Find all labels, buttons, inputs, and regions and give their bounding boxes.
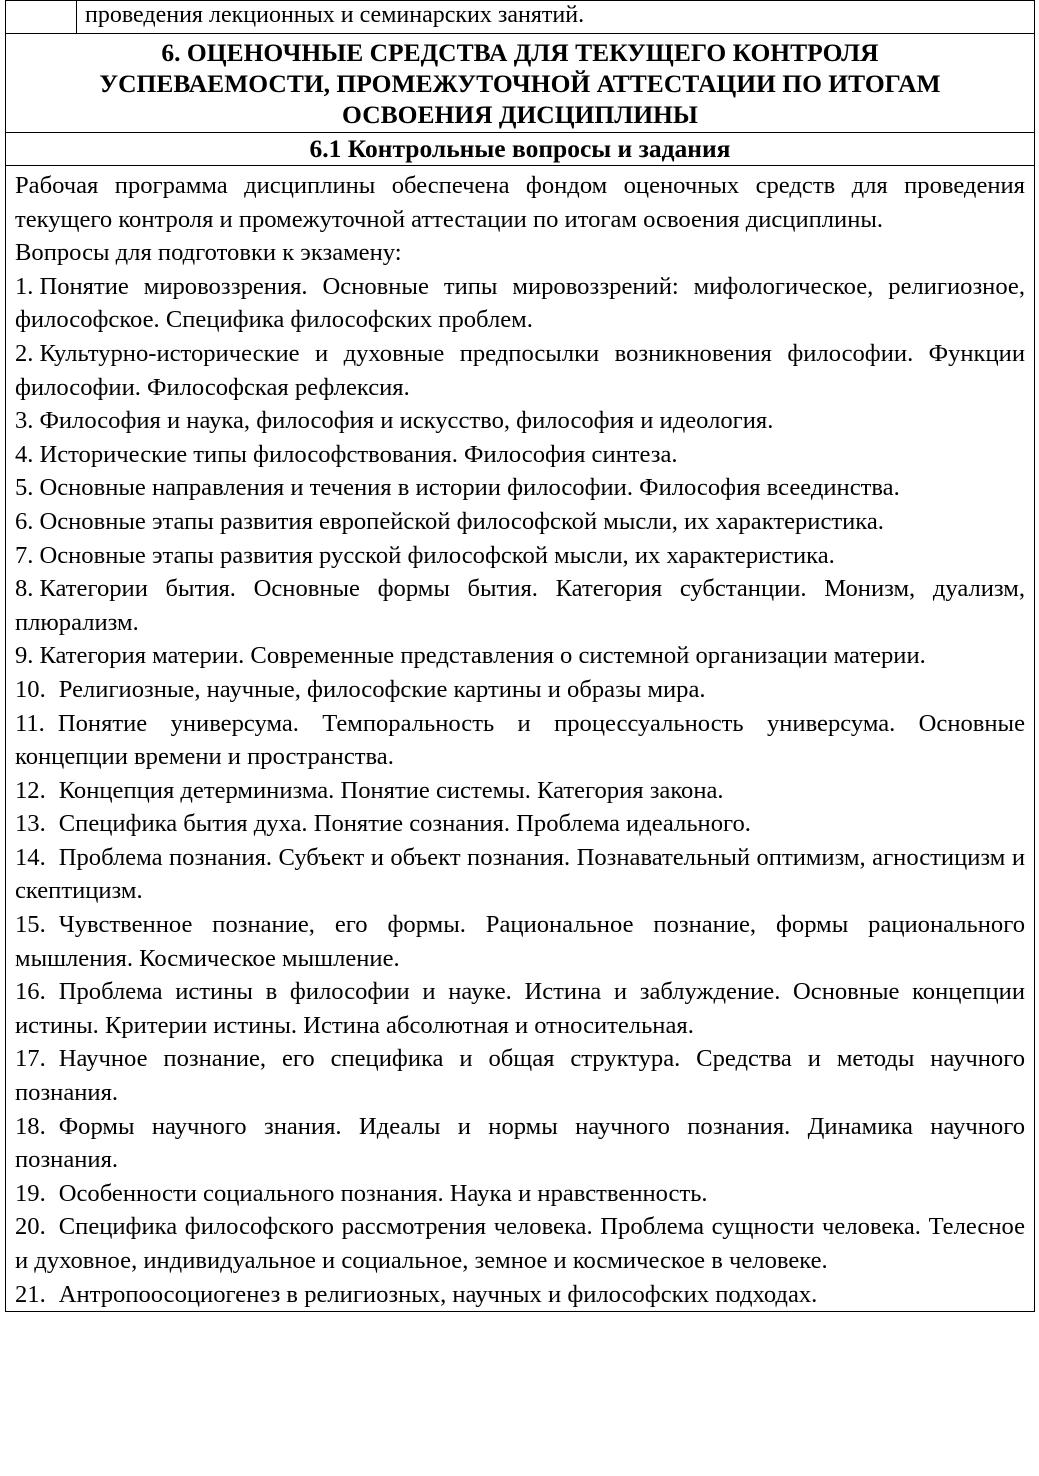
question-item xyxy=(15,1177,1025,1211)
question-number: 9. xyxy=(15,642,34,670)
question-item xyxy=(15,337,1025,404)
question-text: Научное познание, его специфика и общая структура. Средства и методы научного познания. xyxy=(15,1045,1025,1107)
question-text: Формы научного знания. Идеалы и нормы научного познания. Динамика научного познания. xyxy=(15,1112,1025,1174)
question-text: Специфика философского рассмотрения человека. Проблема сущности человека. Телесное и духовное, индивидуальное и социальное, земное и космическое в человеке. xyxy=(15,1213,1025,1274)
question-item xyxy=(15,807,1025,841)
question-number: 21. xyxy=(15,1280,46,1308)
question-number: 1. xyxy=(15,272,34,300)
body-row xyxy=(6,166,1035,1312)
question-item xyxy=(15,1042,1025,1109)
question-text: Особенности социального познания. Наука и нравственность. xyxy=(58,1179,708,1207)
question-text: Основные этапы развития европейской философской мысли, их характеристика. xyxy=(39,507,884,535)
body-cell xyxy=(6,166,1035,1312)
section-title-line-3: ОСВОЕНИЯ ДИСЦИПЛИНЫ xyxy=(342,100,698,129)
question-number: 6. xyxy=(15,507,34,535)
question-item xyxy=(15,1110,1025,1177)
section-title xyxy=(6,34,1035,133)
question-number: 5. xyxy=(15,474,34,502)
question-text: Основные направления и течения в истории философии. Философия всеединства. xyxy=(39,474,900,502)
question-number: 13. xyxy=(15,810,46,838)
question-number: 8. xyxy=(15,575,34,603)
question-text: Концепция детерминизма. Понятие системы. Категория закона. xyxy=(58,776,724,804)
content-table xyxy=(5,0,1035,1312)
question-text: Чувственное познание, его формы. Рациональное познание, формы рационального мышления. Космическое мышление. xyxy=(15,911,1025,972)
question-number: 11. xyxy=(15,709,45,737)
question-item xyxy=(15,1278,1025,1312)
row-text-cell: проведения лекционных и семинарских занятий. xyxy=(77,1,1035,34)
subsection-header-row xyxy=(6,133,1035,166)
question-number: 2. xyxy=(15,339,34,367)
question-number: 17. xyxy=(15,1045,46,1073)
question-item xyxy=(15,841,1025,908)
question-number: 18. xyxy=(15,1112,46,1140)
question-text: Религиозные, научные, философские картины и образы мира. xyxy=(58,675,706,703)
question-number: 15. xyxy=(15,911,46,939)
question-item xyxy=(15,707,1025,774)
question-text: Проблема познания. Субъект и объект познания. Познавательный оптимизм, агностицизм и скептицизм. xyxy=(15,843,1025,905)
question-text: Основные этапы развития русской философской мысли, их характеристика. xyxy=(39,541,835,569)
row-number-cell xyxy=(6,1,77,34)
question-text: Исторические типы философствования. Философия синтеза. xyxy=(39,440,678,468)
question-text: Философия и наука, философия и искусство, философия и идеология. xyxy=(39,407,774,435)
question-number: 10. xyxy=(15,675,46,703)
section-header-row xyxy=(6,34,1035,133)
document-page xyxy=(5,0,1035,1312)
question-number: 12. xyxy=(15,776,46,804)
question-number: 19. xyxy=(15,1179,46,1207)
question-text: Понятие универсума. Темпоральность и процессуальность универсума. Основные концепции времени и пространства. xyxy=(15,709,1025,771)
question-item xyxy=(15,539,1025,573)
question-text: Категория материи. Современные представления о системной организации материи. xyxy=(39,642,926,670)
question-item xyxy=(15,471,1025,505)
question-item xyxy=(15,774,1025,808)
question-number: 16. xyxy=(15,978,46,1006)
questions-list xyxy=(15,270,1025,1311)
question-text: Проблема истины в философии и науке. Истина и заблуждение. Основные концепции истины. Критерии истины. Истина абсолютная и относительная. xyxy=(15,978,1025,1039)
question-number: 14. xyxy=(15,843,46,871)
question-item xyxy=(15,505,1025,539)
question-item xyxy=(15,673,1025,707)
section-title-line-2: УСПЕВАЕМОСТИ, ПРОМЕЖУТОЧНОЙ АТТЕСТАЦИИ ПО ИТОГАМ xyxy=(99,69,941,98)
question-text: Понятие мировоззрения. Основные типы мировоззрений: мифологическое, религиозное, философское. Специфика философских проблем. xyxy=(15,272,1025,334)
question-number: 20. xyxy=(15,1213,46,1241)
question-number: 4. xyxy=(15,440,34,468)
question-item xyxy=(15,975,1025,1042)
question-item xyxy=(15,639,1025,673)
question-item xyxy=(15,438,1025,472)
question-text: Специфика бытия духа. Понятие сознания. Проблема идеального. xyxy=(58,810,751,838)
section-title-line-1: 6. ОЦЕНОЧНЫЕ СРЕДСТВА ДЛЯ ТЕКУЩЕГО КОНТРОЛЯ xyxy=(161,38,879,67)
question-text: Антропоосоциогенез в религиозных, научных и философских подходах. xyxy=(58,1280,818,1308)
question-item xyxy=(15,270,1025,337)
question-text: Категории бытия. Основные формы бытия. Категория субстанции. Монизм, дуализм, плюрализм. xyxy=(15,575,1025,636)
intro-paragraph: Рабочая программа дисциплины обеспечена фондом оценочных средств для проведения текущего контроля и промежуточной аттестации по итогам освоения дисциплины. xyxy=(15,172,1025,233)
question-item xyxy=(15,1210,1025,1277)
question-item xyxy=(15,404,1025,438)
question-item xyxy=(15,908,1025,975)
previous-row xyxy=(6,1,1035,34)
question-number: 3. xyxy=(15,407,34,435)
subsection-title: 6.1 Контрольные вопросы и задания xyxy=(6,133,1035,166)
questions-heading: Вопросы для подготовки к экзамену: xyxy=(15,239,402,267)
question-item xyxy=(15,572,1025,639)
question-number: 7. xyxy=(15,541,34,569)
question-text: Культурно-исторические и духовные предпосылки возникновения философии. Функции философии. Философская рефлексия. xyxy=(15,339,1025,401)
